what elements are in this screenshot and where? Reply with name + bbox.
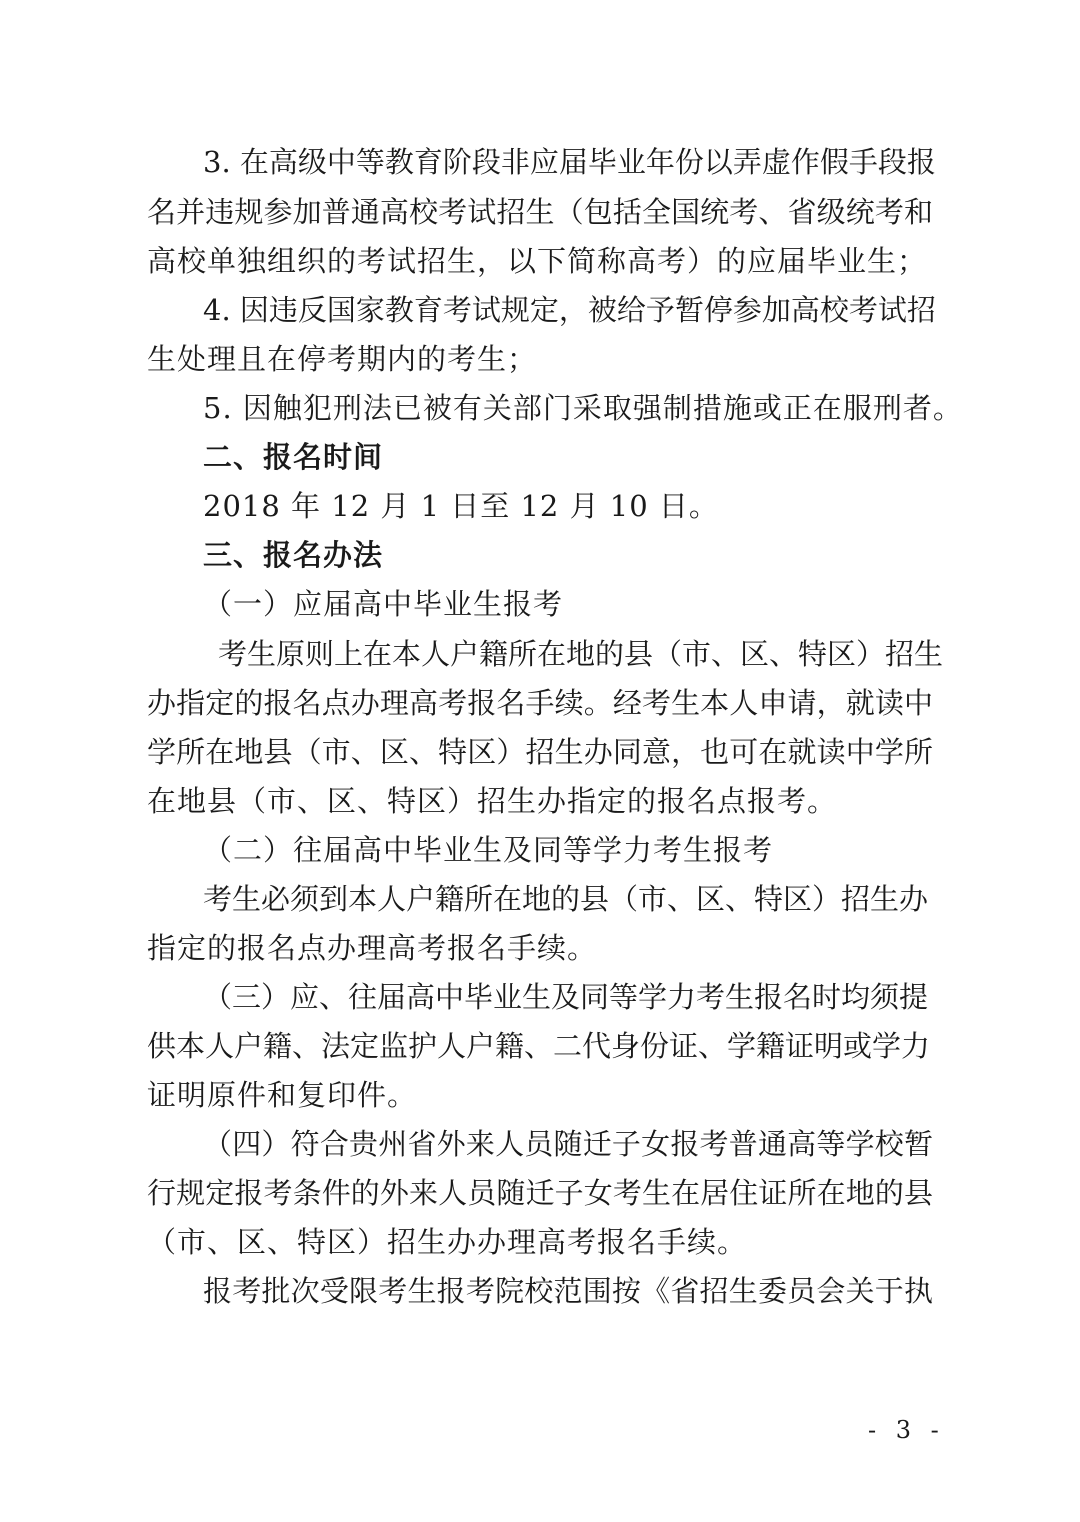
paragraph-line: 行规定报考条件的外来人员随迁子女考生在居住证所在地的县 bbox=[147, 1176, 933, 1210]
paragraph-line: 名并违规参加普通高校考试招生（包括全国统考、省级统考和 bbox=[147, 195, 933, 229]
paragraph-line: 学所在地县（市、区、特区）招生办同意，也可在就读中学所 bbox=[147, 735, 933, 769]
section-heading: 二、报名时间 bbox=[203, 440, 384, 474]
page-number: - 3 - bbox=[868, 1416, 945, 1444]
paragraph-line: （四）符合贵州省外来人员随迁子女报考普通高等学校暂 bbox=[203, 1127, 933, 1161]
paragraph-line: 考生必须到本人户籍所在地的县（市、区、特区）招生办 bbox=[203, 882, 929, 916]
paragraph-line: 高校单独组织的考试招生，以下简称高考）的应届毕业生； bbox=[147, 244, 928, 278]
subsection-heading: （一）应届高中毕业生报考 bbox=[203, 587, 564, 621]
paragraph-line: 证明原件和复印件。 bbox=[147, 1078, 418, 1112]
subsection-heading: （二）往届高中毕业生及同等学力考生报考 bbox=[203, 833, 774, 867]
paragraph-line: 3. 在高级中等教育阶段非应届毕业年份以弄虚作假手段报 bbox=[203, 145, 936, 179]
paragraph-line: 考生原则上在本人户籍所在地的县（市、区、特区）招生 bbox=[218, 637, 944, 671]
paragraph-line: 指定的报名点办理高考报名手续。 bbox=[147, 931, 598, 965]
paragraph-line: 报考批次受限考生报考院校范围按《省招生委员会关于执 bbox=[203, 1274, 933, 1308]
paragraph-line: 5. 因触犯刑法已被有关部门采取强制措施或正在服刑者。 bbox=[203, 391, 963, 425]
paragraph-line: （三）应、往届高中毕业生及同等学力考生报名时均须提 bbox=[203, 980, 929, 1014]
paragraph-line: 4. 因违反国家教育考试规定，被给予暂停参加高校考试招 bbox=[203, 293, 936, 327]
registration-dates: 2018 年 12 月 1 日至 12 月 10 日。 bbox=[203, 489, 719, 523]
paragraph-line: 在地县（市、区、特区）招生办指定的报名点报考。 bbox=[147, 784, 838, 818]
paragraph-line: 办指定的报名点办理高考报名手续。经考生本人申请，就读中 bbox=[147, 686, 933, 720]
section-heading: 三、报名办法 bbox=[203, 538, 384, 572]
paragraph-line: （市、区、特区）招生办办理高考报名手续。 bbox=[147, 1225, 748, 1259]
paragraph-line: 供本人户籍、法定监护人户籍、二代身份证、学籍证明或学力 bbox=[147, 1029, 931, 1063]
paragraph-line: 生处理且在停考期内的考生； bbox=[147, 342, 538, 376]
